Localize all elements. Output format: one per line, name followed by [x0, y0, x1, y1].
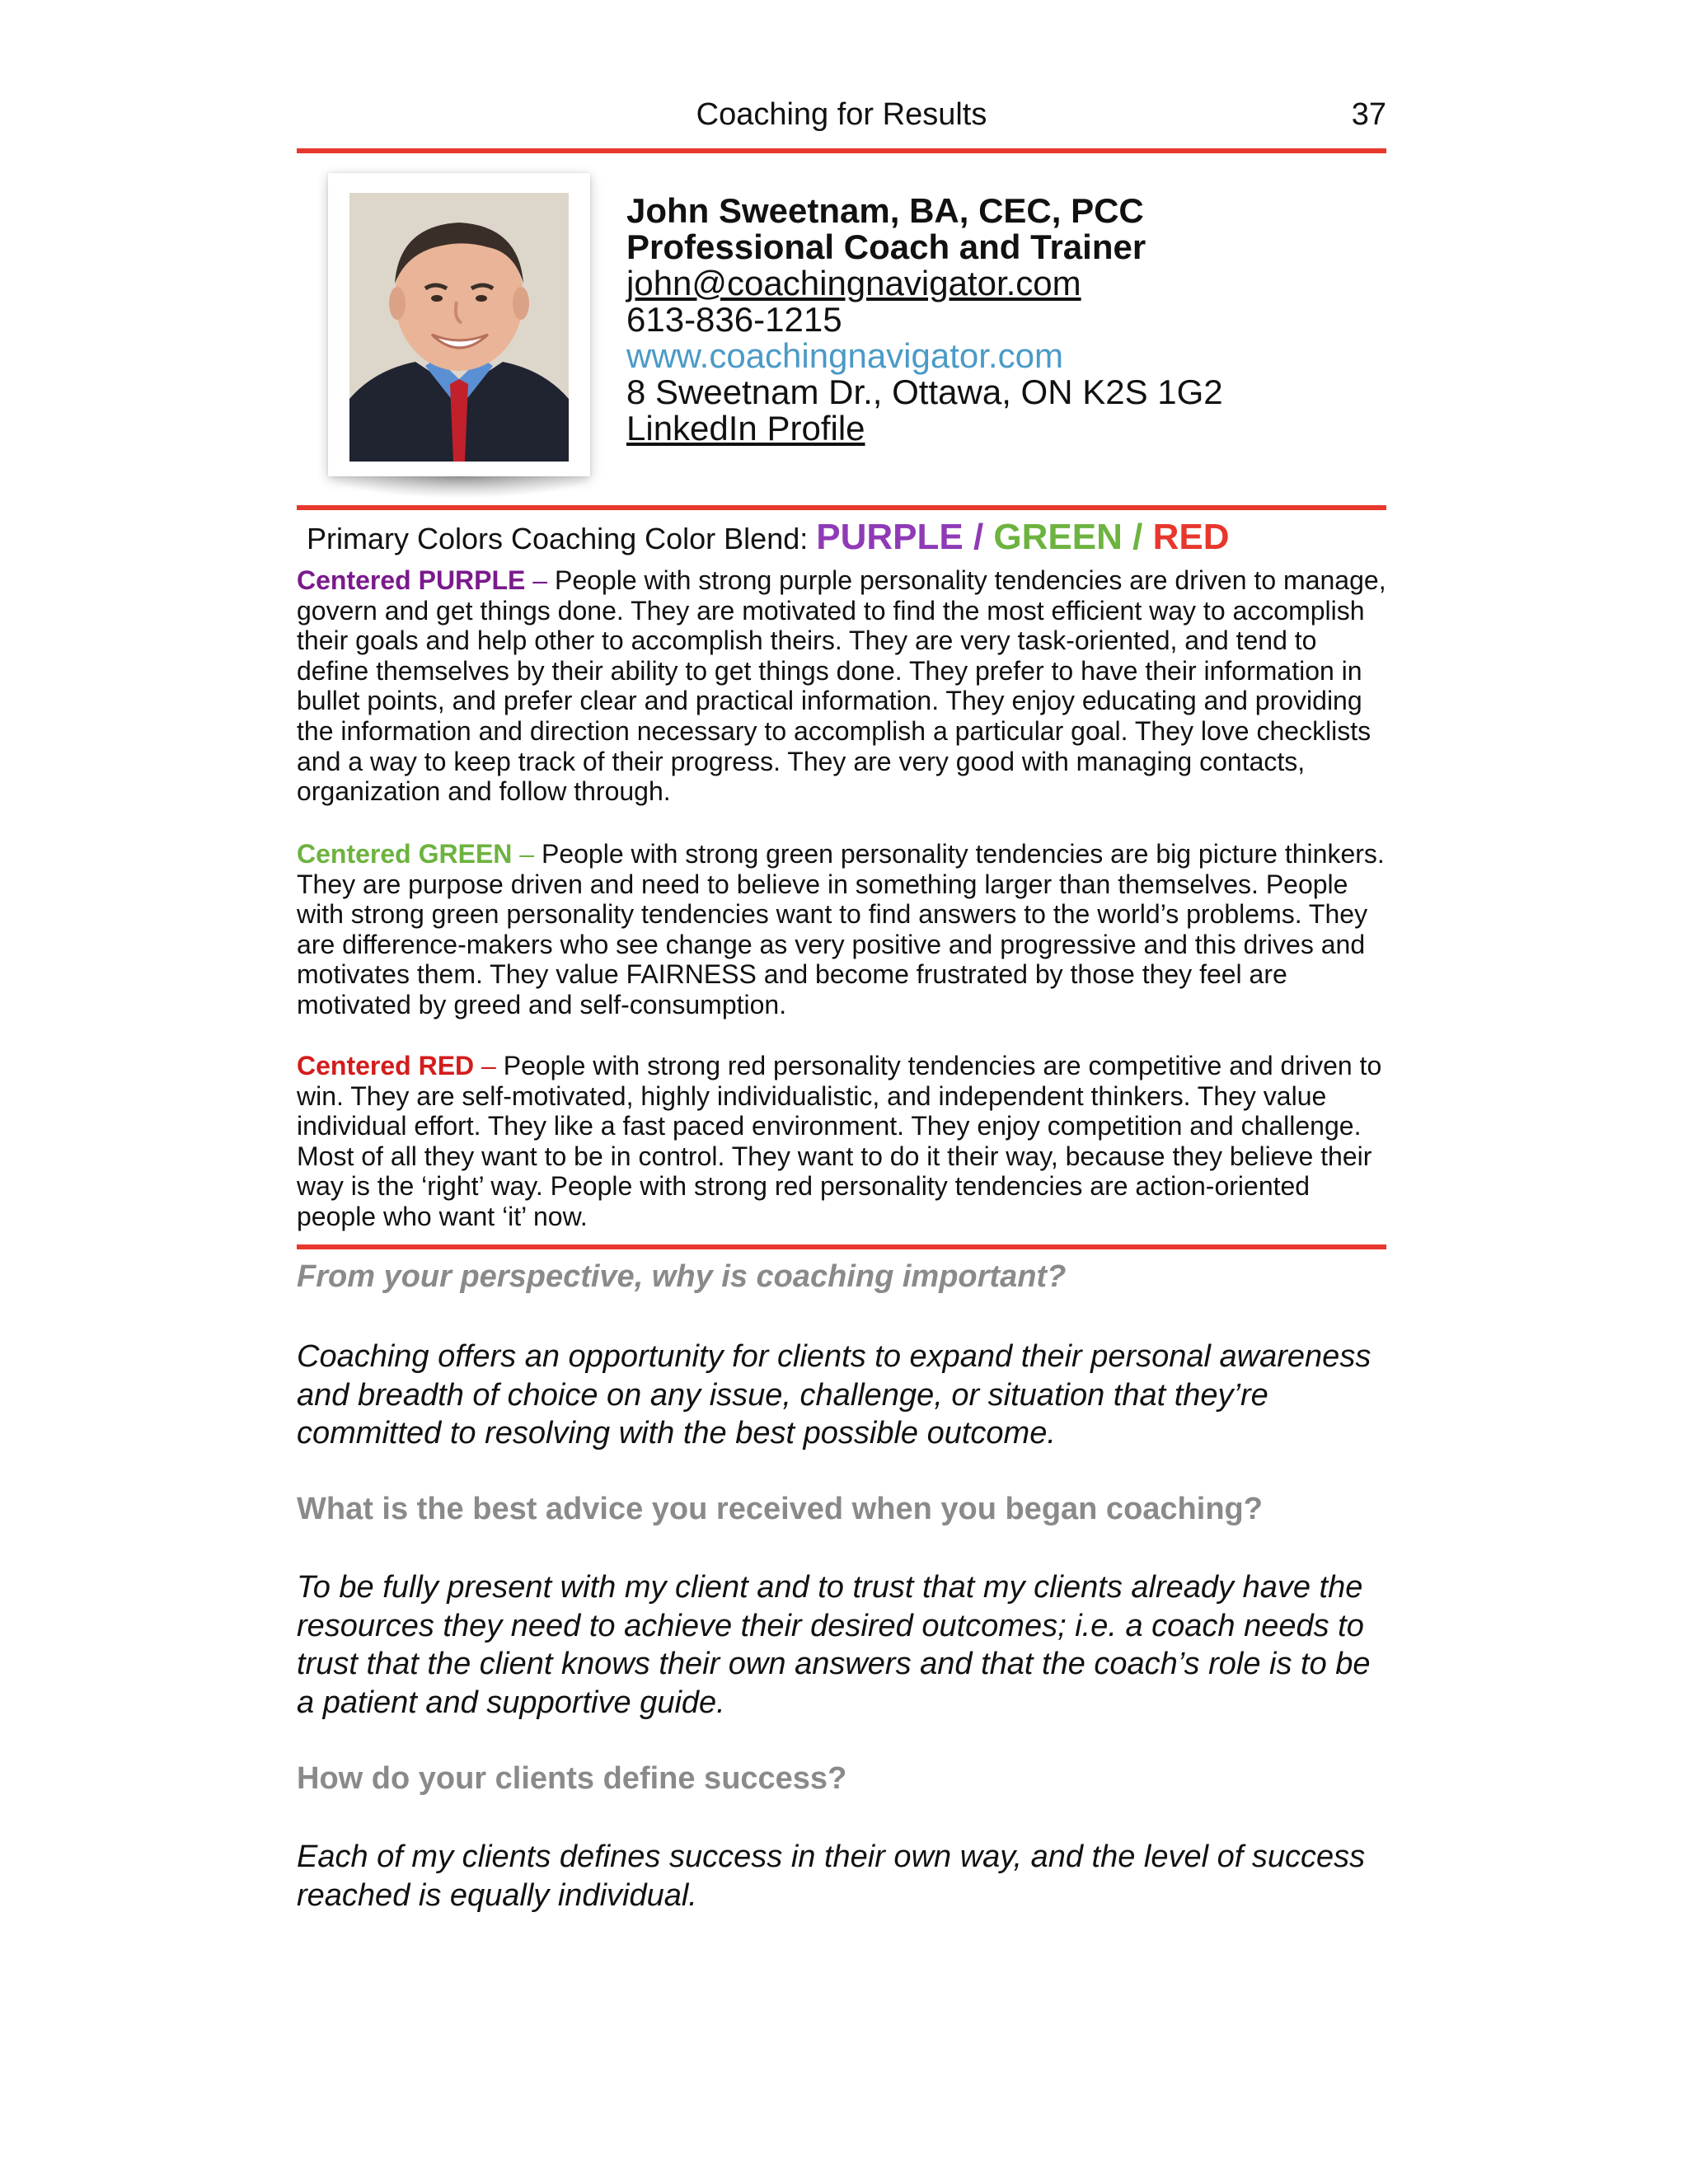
color-blend-line [307, 517, 1230, 560]
document-page [297, 0, 1386, 2184]
profile-dash: – [525, 565, 555, 595]
running-title: Coaching for Results [696, 97, 987, 132]
question-2: What is the best advice you received when you began coaching? [297, 1492, 1263, 1526]
answer-3: Each of my clients defines success in their own way, and the level of success reached is equally individual. [297, 1840, 1366, 1913]
bottom-divider [297, 1244, 1386, 1249]
red-profile-paragraph [297, 1051, 1386, 1232]
blend-separator: / [1122, 517, 1153, 557]
profile-photo [349, 193, 569, 462]
blend-color-red: RED [1152, 517, 1230, 557]
email-link[interactable]: john@coachingnavigator.com [626, 264, 1081, 302]
running-header [297, 97, 1386, 138]
green-profile-text: People with strong green personality tendencies are big picture thinkers. They are purpose driven and need to believe in something larger than themselves. People with strong green personality tendencies want to find answers to the world’s problems. They are difference-makers who see change as very positive and progressive and this drives and motivates them. They value FAIRNESS and become frustrated by those they feel are motivated by greed and self-consumption. [297, 839, 1385, 1019]
address: 8 Sweetnam Dr., Ottawa, ON K2S 1G2 [626, 373, 1223, 411]
profile-photo-frame [328, 173, 590, 476]
purple-profile-paragraph [297, 565, 1386, 807]
portrait-illustration [349, 193, 569, 462]
blend-color-purple: PURPLE [816, 517, 964, 557]
website-link[interactable]: www.coachingnavigator.com [626, 336, 1063, 375]
profile-dash: – [474, 1051, 504, 1080]
red-profile-lead: Centered RED [297, 1051, 475, 1080]
green-profile-paragraph [297, 839, 1386, 1020]
contact-block [626, 193, 1223, 447]
coach-name: John Sweetnam, BA, CEC, PCC [626, 191, 1144, 230]
color-blend-label: Primary Colors Coaching Color Blend: [307, 522, 817, 555]
purple-profile-lead: Centered PURPLE [297, 565, 526, 595]
profile-dash: – [512, 839, 542, 869]
blend-separator: / [963, 517, 994, 557]
blend-color-green: GREEN [993, 517, 1123, 557]
page-number: 37 [1351, 97, 1386, 132]
top-divider [297, 148, 1386, 153]
purple-profile-text: People with strong purple personality tendencies are driven to manage, govern and get things done. They are motivated to find the most efficient way to accomplish their goals and help other to accomplish theirs. They are very task-oriented, and tend to define themselves by their ability to get things done. They prefer to have their information in bullet points, and prefer clear and practical information. They enjoy educating and providing the information and direction necessary to accomplish a particular goal. They love checklists and a way to keep track of their progress. They are very good with managing contacts, organization and follow through. [297, 565, 1386, 807]
green-profile-lead: Centered GREEN [297, 839, 513, 869]
phone-number: 613-836-1215 [626, 300, 842, 339]
answer-1: Coaching offers an opportunity for clients to expand their personal awareness and breadth of choice on any issue, challenge, or situation that they’re committed to resolving with the best possible outcome. [297, 1339, 1372, 1451]
answer-2: To be fully present with my client and to trust that my clients already have the resources they need to achieve their desired outcomes; i.e. a coach needs to trust that the client knows their own answers and that the coach’s role is to be a patient and supportive guide. [297, 1570, 1371, 1720]
coach-role: Professional Coach and Trainer [626, 227, 1146, 266]
question-3: How do your clients define success? [297, 1761, 847, 1796]
photo-shadow [330, 476, 592, 498]
red-profile-text: People with strong red personality tendencies are competitive and driven to win. They are self-motivated, highly individualistic, and independent thinkers. They value individual effort. They like a fast paced environment. They enjoy competition and challenge. Most of all they want to be in control. They want to do it their way, because they believe their way is the ‘right’ way. People with strong red personality tendencies are action-oriented people who want ‘it’ now. [297, 1051, 1382, 1231]
question-1: From your perspective, why is coaching important? [297, 1259, 1067, 1294]
middle-divider [297, 505, 1386, 510]
linkedin-link[interactable]: LinkedIn Profile [626, 409, 865, 448]
